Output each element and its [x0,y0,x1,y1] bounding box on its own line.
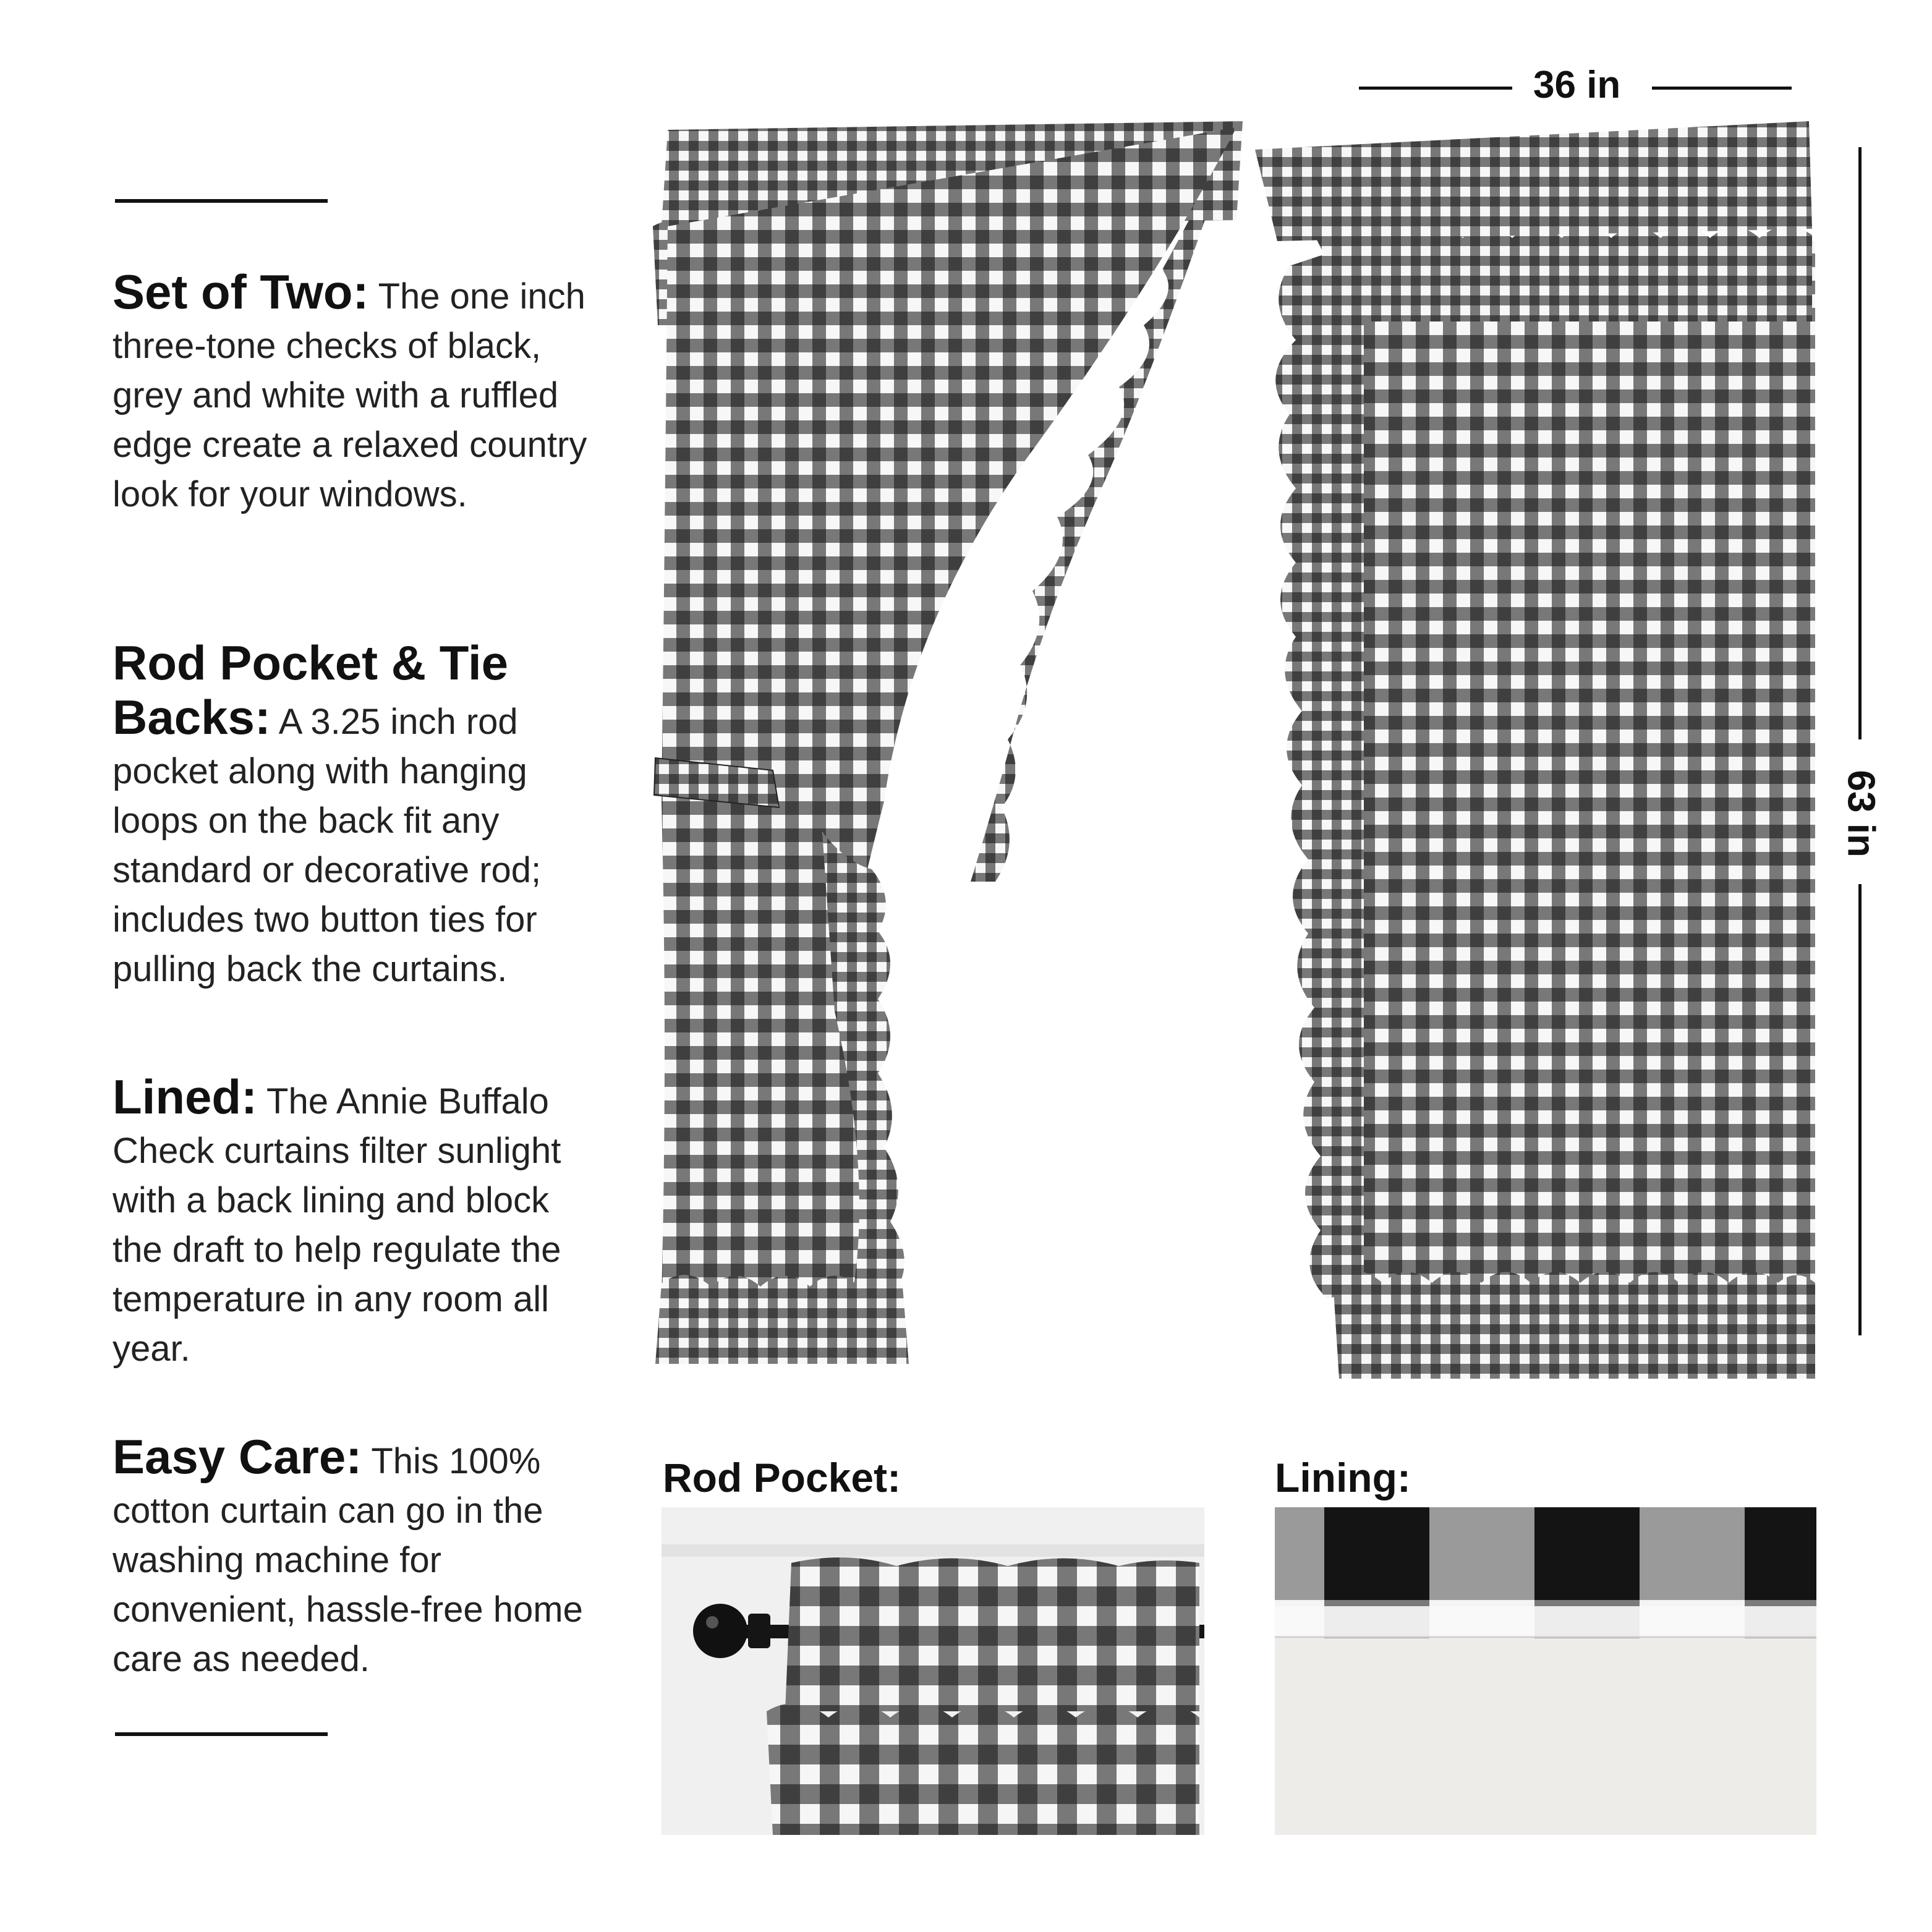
left-curtain-panel [649,121,1249,1376]
feature-heading: Set of Two: [113,265,369,319]
feature-text: This 100% cotton curtain can go in the washing machine for convenient, hassle-free home care as needed. [113,1441,583,1679]
right-curtain-image [1253,117,1821,1385]
height-dimension-line-top [1858,147,1862,739]
rod-pocket-title: Rod Pocket: [663,1455,901,1500]
rod-pocket-illustration [662,1507,1204,1835]
feature-set-of-two [113,267,595,519]
feature-easy-care [113,1429,595,1684]
width-dimension-line-right [1652,87,1792,90]
bottom-divider [115,1732,328,1736]
feature-text: The one inch three-tone checks of black, grey and white with a ruffled edge create a relaxed country look for your windows. [113,276,587,514]
lining-illustration [1275,1507,1816,1835]
feature-lined [113,1072,595,1374]
feature-rod-pocket [113,638,595,994]
feature-heading: Rod Pocket & Tie Backs: [113,636,509,744]
width-dimension-label: 36 in [1533,64,1621,106]
rod-pocket-detail-image [662,1507,1204,1835]
feature-heading: Lined: [113,1070,257,1124]
feature-text: The Annie Buffalo Check curtains filter sunlight with a back lining and block the draft to help regulate the temperature in any room all year. [113,1081,561,1369]
lining-detail-image [1275,1507,1816,1835]
width-dimension-line-left [1359,87,1512,90]
height-dimension-label: 63 in [1839,770,1883,857]
feature-heading: Easy Care: [113,1429,362,1484]
top-divider [115,199,328,203]
right-curtain-panel [1253,117,1821,1385]
feature-text: A 3.25 inch rod pocket along with hanging loops on the back fit any standard or decorative rod; includes two button ties for pulling back the curtains. [113,702,542,989]
left-curtain-image [649,121,1249,1376]
lining-title: Lining: [1275,1455,1411,1500]
height-dimension-line-bottom [1858,884,1862,1335]
